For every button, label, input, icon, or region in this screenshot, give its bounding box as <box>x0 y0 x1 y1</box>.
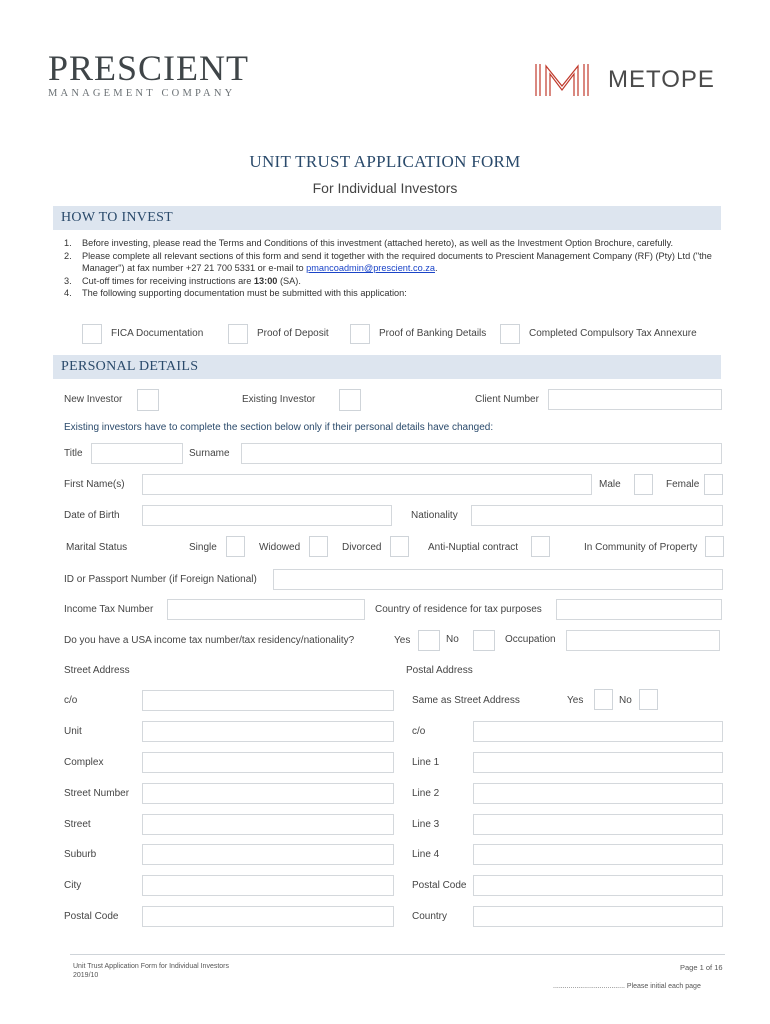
section-personal-details <box>53 355 721 379</box>
street-co-label: c/o <box>64 695 78 706</box>
prescient-logo-subtext: MANAGEMENT COMPANY <box>48 88 236 99</box>
female-label: Female <box>666 479 700 490</box>
nationality-field[interactable] <box>471 505 723 526</box>
id-number-label: ID or Passport Number (if Foreign National) <box>64 574 257 585</box>
country-res-field[interactable] <box>556 599 722 620</box>
footer-divider <box>70 954 725 955</box>
anc-checkbox[interactable] <box>531 536 550 557</box>
postal-line3-label: Line 3 <box>412 819 440 830</box>
list-text: Before investing, please read the Terms and Conditions of this investment (attached hereto), as well as the Investment Option Brochure, carefully. <box>82 238 674 248</box>
street-field[interactable] <box>142 814 394 835</box>
proof-banking-checkbox[interactable] <box>350 324 370 344</box>
list-text-part: Cut-off times for receiving instructions are <box>82 275 254 286</box>
section-heading: PERSONAL DETAILS <box>61 359 199 374</box>
section-how-to-invest <box>53 206 721 230</box>
list-text: The following supporting documentation must be submitted with this application: <box>82 288 407 299</box>
email-link[interactable]: pmancoadmin@prescient.co.za <box>306 263 435 274</box>
city-label: City <box>64 880 82 891</box>
metope-logo <box>534 64 715 96</box>
single-label: Single <box>189 542 217 553</box>
form-title: UNIT TRUST APPLICATION FORM <box>249 152 521 171</box>
street-address-label: Street Address <box>64 665 130 676</box>
country-res-label: Country of residence for tax purposes <box>375 604 542 615</box>
prescient-logo-text: PRESCIENT <box>48 48 250 88</box>
metope-mark-icon <box>534 64 590 96</box>
metope-logo-text: METOPE <box>608 66 715 93</box>
income-tax-field[interactable] <box>167 599 365 620</box>
marital-status-label: Marital Status <box>66 542 128 553</box>
first-names-label: First Name(s) <box>64 479 125 490</box>
postal-line2-label: Line 2 <box>412 788 440 799</box>
divorced-label: Divorced <box>342 542 382 553</box>
icop-checkbox[interactable] <box>705 536 724 557</box>
id-number-field[interactable] <box>273 569 723 590</box>
existing-investor-note: Existing investors have to complete the section below only if their personal details have changed: <box>64 422 494 433</box>
street-unit-field[interactable] <box>142 721 394 742</box>
suburb-label: Suburb <box>64 849 97 860</box>
single-checkbox[interactable] <box>226 536 245 557</box>
street-complex-label: Complex <box>64 757 104 768</box>
country-field[interactable] <box>473 906 723 927</box>
postal-line4-field[interactable] <box>473 844 723 865</box>
suburb-field[interactable] <box>142 844 394 865</box>
postal-co-field[interactable] <box>473 721 723 742</box>
postal-line4-label: Line 4 <box>412 849 440 860</box>
income-tax-label: Income Tax Number <box>64 604 154 615</box>
first-names-field[interactable] <box>142 474 592 495</box>
female-checkbox[interactable] <box>704 474 723 495</box>
existing-investor-label: Existing Investor <box>242 394 316 405</box>
postal-line1-label: Line 1 <box>412 757 440 768</box>
prescient-logo <box>48 50 249 99</box>
instructions-list <box>64 237 714 300</box>
cutoff-time: 13:00 <box>253 275 278 286</box>
fica-label: FICA Documentation <box>111 328 204 339</box>
proof-deposit-label: Proof of Deposit <box>257 328 329 339</box>
list-item <box>64 275 714 288</box>
street-label: Street <box>64 819 91 830</box>
footer-page-number: Page 1 of 16 <box>680 963 723 972</box>
surname-label: Surname <box>189 448 230 459</box>
tax-annexure-label: Completed Compulsory Tax Annexure <box>529 328 697 339</box>
new-investor-checkbox[interactable] <box>137 389 159 411</box>
list-text <box>82 275 301 288</box>
same-no-label: No <box>619 695 632 706</box>
list-item <box>64 287 714 300</box>
street-postal-code-field[interactable] <box>142 906 394 927</box>
form-subtitle: For Individual Investors <box>312 180 458 196</box>
street-number-label: Street Number <box>64 788 130 799</box>
title-field[interactable] <box>91 443 183 464</box>
list-text <box>82 250 714 275</box>
icop-label: In Community of Property <box>584 542 698 553</box>
list-number: 3. <box>64 275 72 286</box>
same-as-label: Same as Street Address <box>412 695 520 706</box>
usa-question-label: Do you have a USA income tax number/tax residency/nationality? <box>64 635 355 646</box>
proof-banking-label: Proof of Banking Details <box>379 328 487 339</box>
new-investor-label: New Investor <box>64 394 123 405</box>
postal-line3-field[interactable] <box>473 814 723 835</box>
usa-yes-checkbox[interactable] <box>418 630 440 651</box>
same-yes-label: Yes <box>567 695 584 706</box>
street-postal-code-label: Postal Code <box>64 911 119 922</box>
usa-yes-label: Yes <box>394 635 411 646</box>
list-item <box>64 237 714 250</box>
same-no-checkbox[interactable] <box>639 689 658 710</box>
surname-field[interactable] <box>241 443 722 464</box>
title-label: Title <box>64 448 83 459</box>
client-number-field[interactable] <box>548 389 722 410</box>
dob-label: Date of Birth <box>64 510 120 521</box>
list-number: 2. <box>64 250 72 261</box>
fica-checkbox[interactable] <box>82 324 102 344</box>
postal-code-label: Postal Code <box>412 880 467 891</box>
nationality-label: Nationality <box>411 510 458 521</box>
male-label: Male <box>599 479 621 490</box>
client-number-label: Client Number <box>475 394 539 405</box>
city-field[interactable] <box>142 875 394 896</box>
usa-no-checkbox[interactable] <box>473 630 495 651</box>
dob-field[interactable] <box>142 505 392 526</box>
divorced-checkbox[interactable] <box>390 536 409 557</box>
proof-deposit-checkbox[interactable] <box>228 324 248 344</box>
list-number: 1. <box>64 238 72 248</box>
street-number-field[interactable] <box>142 783 394 804</box>
street-complex-field[interactable] <box>142 752 394 773</box>
existing-investor-checkbox[interactable] <box>339 389 361 411</box>
list-text-end: . <box>434 263 438 274</box>
same-yes-checkbox[interactable] <box>594 689 613 710</box>
list-number: 4. <box>64 288 72 299</box>
footer-initial: ..................................... Please initial each page <box>553 983 701 990</box>
footer-version: 2019/10 <box>73 972 99 979</box>
usa-no-label: No <box>446 634 459 645</box>
section-heading: HOW TO INVEST <box>61 210 174 225</box>
street-unit-label: Unit <box>64 726 82 737</box>
list-item <box>64 250 714 275</box>
country-label: Country <box>412 911 448 922</box>
footer-form-name: Unit Trust Application Form for Individual Investors <box>73 963 230 970</box>
postal-line1-field[interactable] <box>473 752 723 773</box>
postal-line2-field[interactable] <box>473 783 723 804</box>
occupation-field[interactable] <box>566 630 720 651</box>
street-co-field[interactable] <box>142 690 394 711</box>
list-text-part: Please complete all relevant sections of this form and send it together with the required documents to Prescient Management Company (RF) (Pty) Ltd ("the Manager") at fax number +27 21 700 5331 or e-mail to <box>82 250 712 274</box>
widowed-label: Widowed <box>259 542 301 553</box>
postal-code-field[interactable] <box>473 875 723 896</box>
list-text-end: (SA). <box>277 275 301 286</box>
occupation-label: Occupation <box>505 634 556 645</box>
male-checkbox[interactable] <box>634 474 653 495</box>
postal-address-label: Postal Address <box>406 665 473 676</box>
anc-label: Anti-Nuptial contract <box>428 542 519 553</box>
tax-annexure-checkbox[interactable] <box>500 324 520 344</box>
postal-co-label: c/o <box>412 726 426 737</box>
widowed-checkbox[interactable] <box>309 536 328 557</box>
